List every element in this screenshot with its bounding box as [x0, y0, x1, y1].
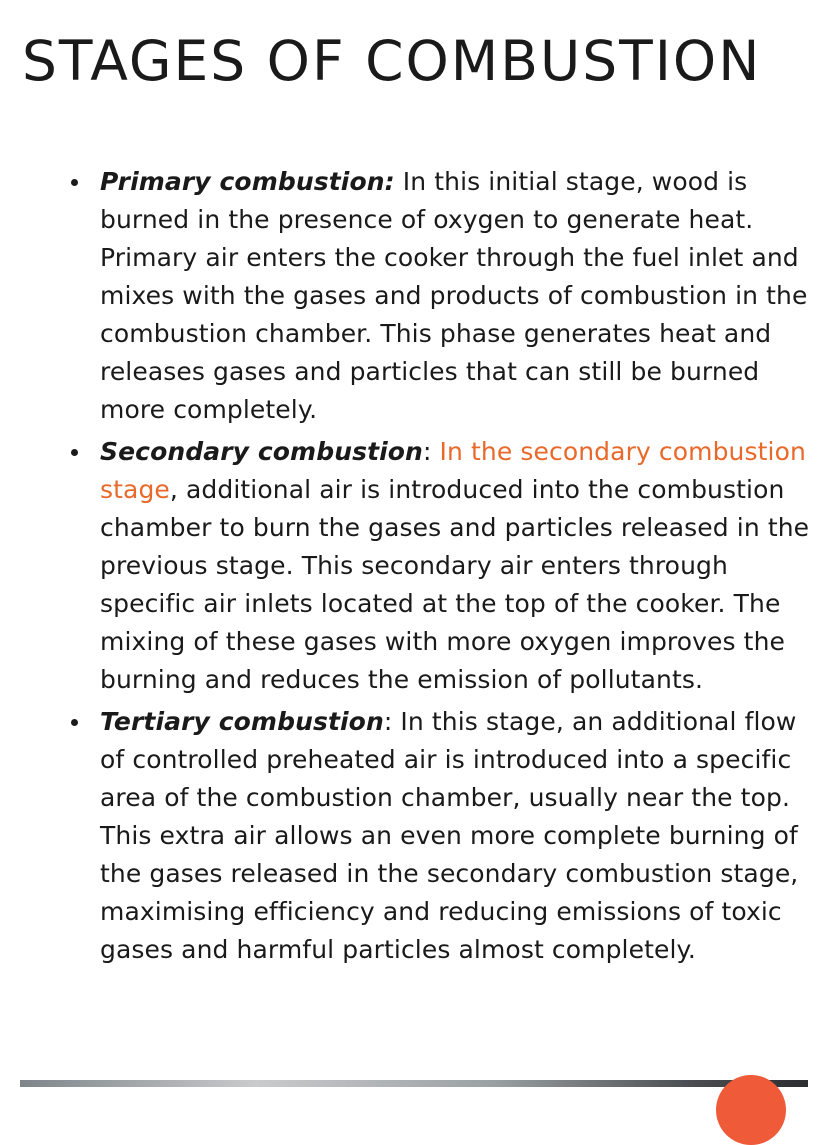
stages-list: [100, 163, 812, 973]
bullet-icon: [71, 719, 78, 726]
bullet-icon: [71, 449, 78, 456]
page-title: STAGES OF COMBUSTION: [22, 29, 762, 93]
floating-action-button[interactable]: [716, 1075, 786, 1145]
stage-secondary: [100, 433, 812, 699]
stage-description-tertiary: : In this stage, an additional flow of controlled preheated air is introduced into a specific area of the combustion chamber, usually near the top. This extra air allows an even more complete burning of the gases released in the secondary combustion stage, maximising efficiency and reducing emissions of toxic gases and harmful particles almost completely.: [100, 707, 799, 964]
stage-term-primary: Primary combustion:: [100, 167, 395, 196]
stage-description-secondary: , additional air is introduced into the combustion chamber to burn the gases and particles released in the previous stage. This secondary air enters through specific air inlets located at the top of the cooker. The mixing of these gases with more oxygen improves the burning and reduces the emission of pollutants.: [100, 475, 810, 694]
secondary-combustion-link[interactable]: In the secondary combustion stage: [100, 437, 806, 504]
stage-term-tertiary: Tertiary combustion: [100, 707, 384, 736]
stage-description-primary: In this initial stage, wood is burned in the presence of oxygen to generate heat. Primary air enters the cooker through the fuel inlet and mixes with the gases and products of combustion in the combustion chamber. This phase generates heat and releases gases and particles that can still be burned more completely.: [100, 167, 808, 424]
hero-image-edge: [20, 1080, 808, 1087]
bullet-icon: [71, 179, 78, 186]
stage-tertiary: [100, 703, 812, 969]
stage-primary: [100, 163, 812, 429]
stage-term-secondary: Secondary combustion: [100, 437, 423, 466]
stage-separator: :: [422, 437, 440, 466]
